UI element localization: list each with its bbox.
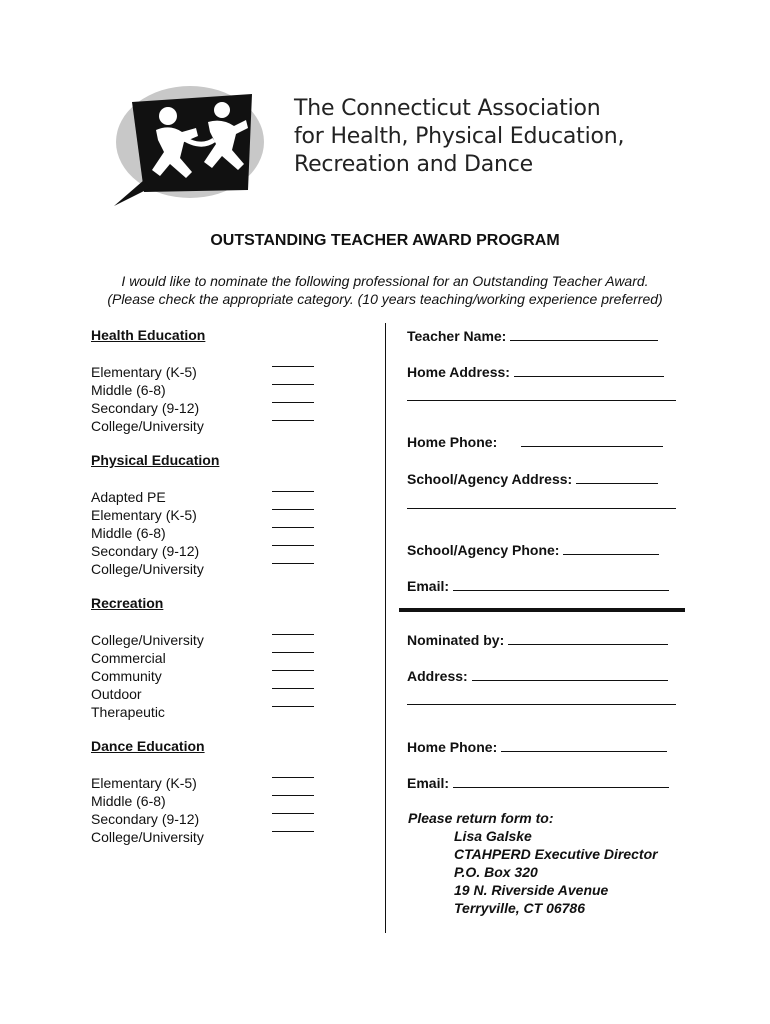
school-phone-label: School/Agency Phone: bbox=[407, 542, 560, 558]
category-item: Adapted PE bbox=[91, 489, 166, 505]
school-address-label: School/Agency Address: bbox=[407, 471, 573, 487]
nominator-address-line-2[interactable] bbox=[407, 704, 676, 705]
checkbox-blank[interactable] bbox=[272, 509, 314, 510]
category-item: Elementary (K-5) bbox=[91, 775, 197, 791]
home-phone-label: Home Phone: bbox=[407, 434, 498, 450]
nominated-by-label: Nominated by: bbox=[407, 632, 505, 648]
category-item: College/University bbox=[91, 632, 204, 648]
return-line: P.O. Box 320 bbox=[454, 864, 538, 880]
checkbox-blank[interactable] bbox=[272, 813, 314, 814]
checkbox-blank[interactable] bbox=[272, 491, 314, 492]
school-address-field[interactable] bbox=[407, 470, 658, 488]
category-item: Secondary (9-12) bbox=[91, 811, 200, 827]
intro-line-2: (Please check the appropriate category. (10 years teaching/working experience preferred) bbox=[107, 291, 663, 307]
category-heading-health: Health Education bbox=[91, 327, 206, 343]
category-item: College/University bbox=[91, 561, 204, 577]
nominated-by-line[interactable] bbox=[508, 632, 668, 645]
checkbox-blank[interactable] bbox=[272, 366, 314, 367]
checkbox-blank[interactable] bbox=[272, 420, 314, 421]
checkbox-blank[interactable] bbox=[272, 634, 314, 635]
nominator-email-field[interactable] bbox=[407, 774, 669, 792]
checkbox-blank[interactable] bbox=[272, 688, 314, 689]
checkbox-blank[interactable] bbox=[272, 384, 314, 385]
category-item: Secondary (9-12) bbox=[91, 543, 200, 559]
checkbox-blank[interactable] bbox=[272, 527, 314, 528]
org-name-line-3: Recreation and Dance bbox=[294, 152, 534, 177]
home-phone-field[interactable] bbox=[407, 433, 663, 451]
home-address-field[interactable] bbox=[407, 363, 664, 381]
checkbox-blank[interactable] bbox=[272, 563, 314, 564]
category-heading-recreation: Recreation bbox=[91, 595, 164, 611]
org-name-line-1: The Connecticut Association bbox=[294, 96, 601, 121]
column-divider bbox=[385, 323, 386, 933]
intro-line-1: I would like to nominate the following professional for an Outstanding Teacher Award. bbox=[121, 273, 649, 289]
category-item: Commercial bbox=[91, 650, 166, 666]
return-label: Please return form to: bbox=[408, 810, 554, 826]
home-phone-line[interactable] bbox=[521, 434, 663, 447]
ctahperd-logo bbox=[110, 80, 270, 210]
school-address-line[interactable] bbox=[576, 471, 658, 484]
school-address-line-2[interactable] bbox=[407, 508, 676, 509]
category-heading-physical: Physical Education bbox=[91, 452, 220, 468]
teacher-name-label: Teacher Name: bbox=[407, 328, 507, 344]
category-item: Middle (6-8) bbox=[91, 525, 166, 541]
return-line: CTAHPERD Executive Director bbox=[454, 846, 658, 862]
checkbox-blank[interactable] bbox=[272, 652, 314, 653]
form-title: OUTSTANDING TEACHER AWARD PROGRAM bbox=[210, 232, 560, 249]
nominator-address-label: Address: bbox=[407, 668, 468, 684]
category-item: Outdoor bbox=[91, 686, 142, 702]
category-item: Middle (6-8) bbox=[91, 793, 166, 809]
nominator-address-field[interactable] bbox=[407, 667, 668, 685]
category-item: College/University bbox=[91, 829, 204, 845]
home-address-line-2[interactable] bbox=[407, 400, 676, 401]
category-item: Secondary (9-12) bbox=[91, 400, 200, 416]
category-item: Therapeutic bbox=[91, 704, 165, 720]
nominator-phone-line[interactable] bbox=[501, 739, 667, 752]
checkbox-blank[interactable] bbox=[272, 402, 314, 403]
checkbox-blank[interactable] bbox=[272, 777, 314, 778]
nominated-by-field[interactable] bbox=[407, 631, 668, 649]
section-divider bbox=[399, 608, 685, 612]
checkbox-blank[interactable] bbox=[272, 706, 314, 707]
checkbox-blank[interactable] bbox=[272, 795, 314, 796]
teacher-name-field[interactable] bbox=[407, 327, 658, 345]
org-name-line-2: for Health, Physical Education, bbox=[294, 124, 625, 149]
school-phone-field[interactable] bbox=[407, 541, 659, 559]
checkbox-blank[interactable] bbox=[272, 670, 314, 671]
category-item: Elementary (K-5) bbox=[91, 364, 197, 380]
category-item: Community bbox=[91, 668, 162, 684]
nominator-email-label: Email: bbox=[407, 775, 450, 791]
teacher-email-line[interactable] bbox=[453, 578, 669, 591]
return-line: 19 N. Riverside Avenue bbox=[454, 882, 609, 898]
teacher-name-line[interactable] bbox=[510, 328, 658, 341]
return-line: Lisa Galske bbox=[454, 828, 532, 844]
teacher-email-field[interactable] bbox=[407, 577, 669, 595]
home-address-line[interactable] bbox=[514, 364, 664, 377]
category-item: College/University bbox=[91, 418, 204, 434]
nominator-address-line[interactable] bbox=[472, 668, 668, 681]
nominator-phone-field[interactable] bbox=[407, 738, 667, 756]
school-phone-line[interactable] bbox=[563, 542, 659, 555]
category-item: Elementary (K-5) bbox=[91, 507, 197, 523]
category-heading-dance: Dance Education bbox=[91, 738, 205, 754]
nominator-email-line[interactable] bbox=[453, 775, 669, 788]
nominator-phone-label: Home Phone: bbox=[407, 739, 498, 755]
return-line: Terryville, CT 06786 bbox=[454, 900, 586, 916]
teacher-email-label: Email: bbox=[407, 578, 450, 594]
checkbox-blank[interactable] bbox=[272, 545, 314, 546]
checkbox-blank[interactable] bbox=[272, 831, 314, 832]
category-item: Middle (6-8) bbox=[91, 382, 166, 398]
home-address-label: Home Address: bbox=[407, 364, 510, 380]
